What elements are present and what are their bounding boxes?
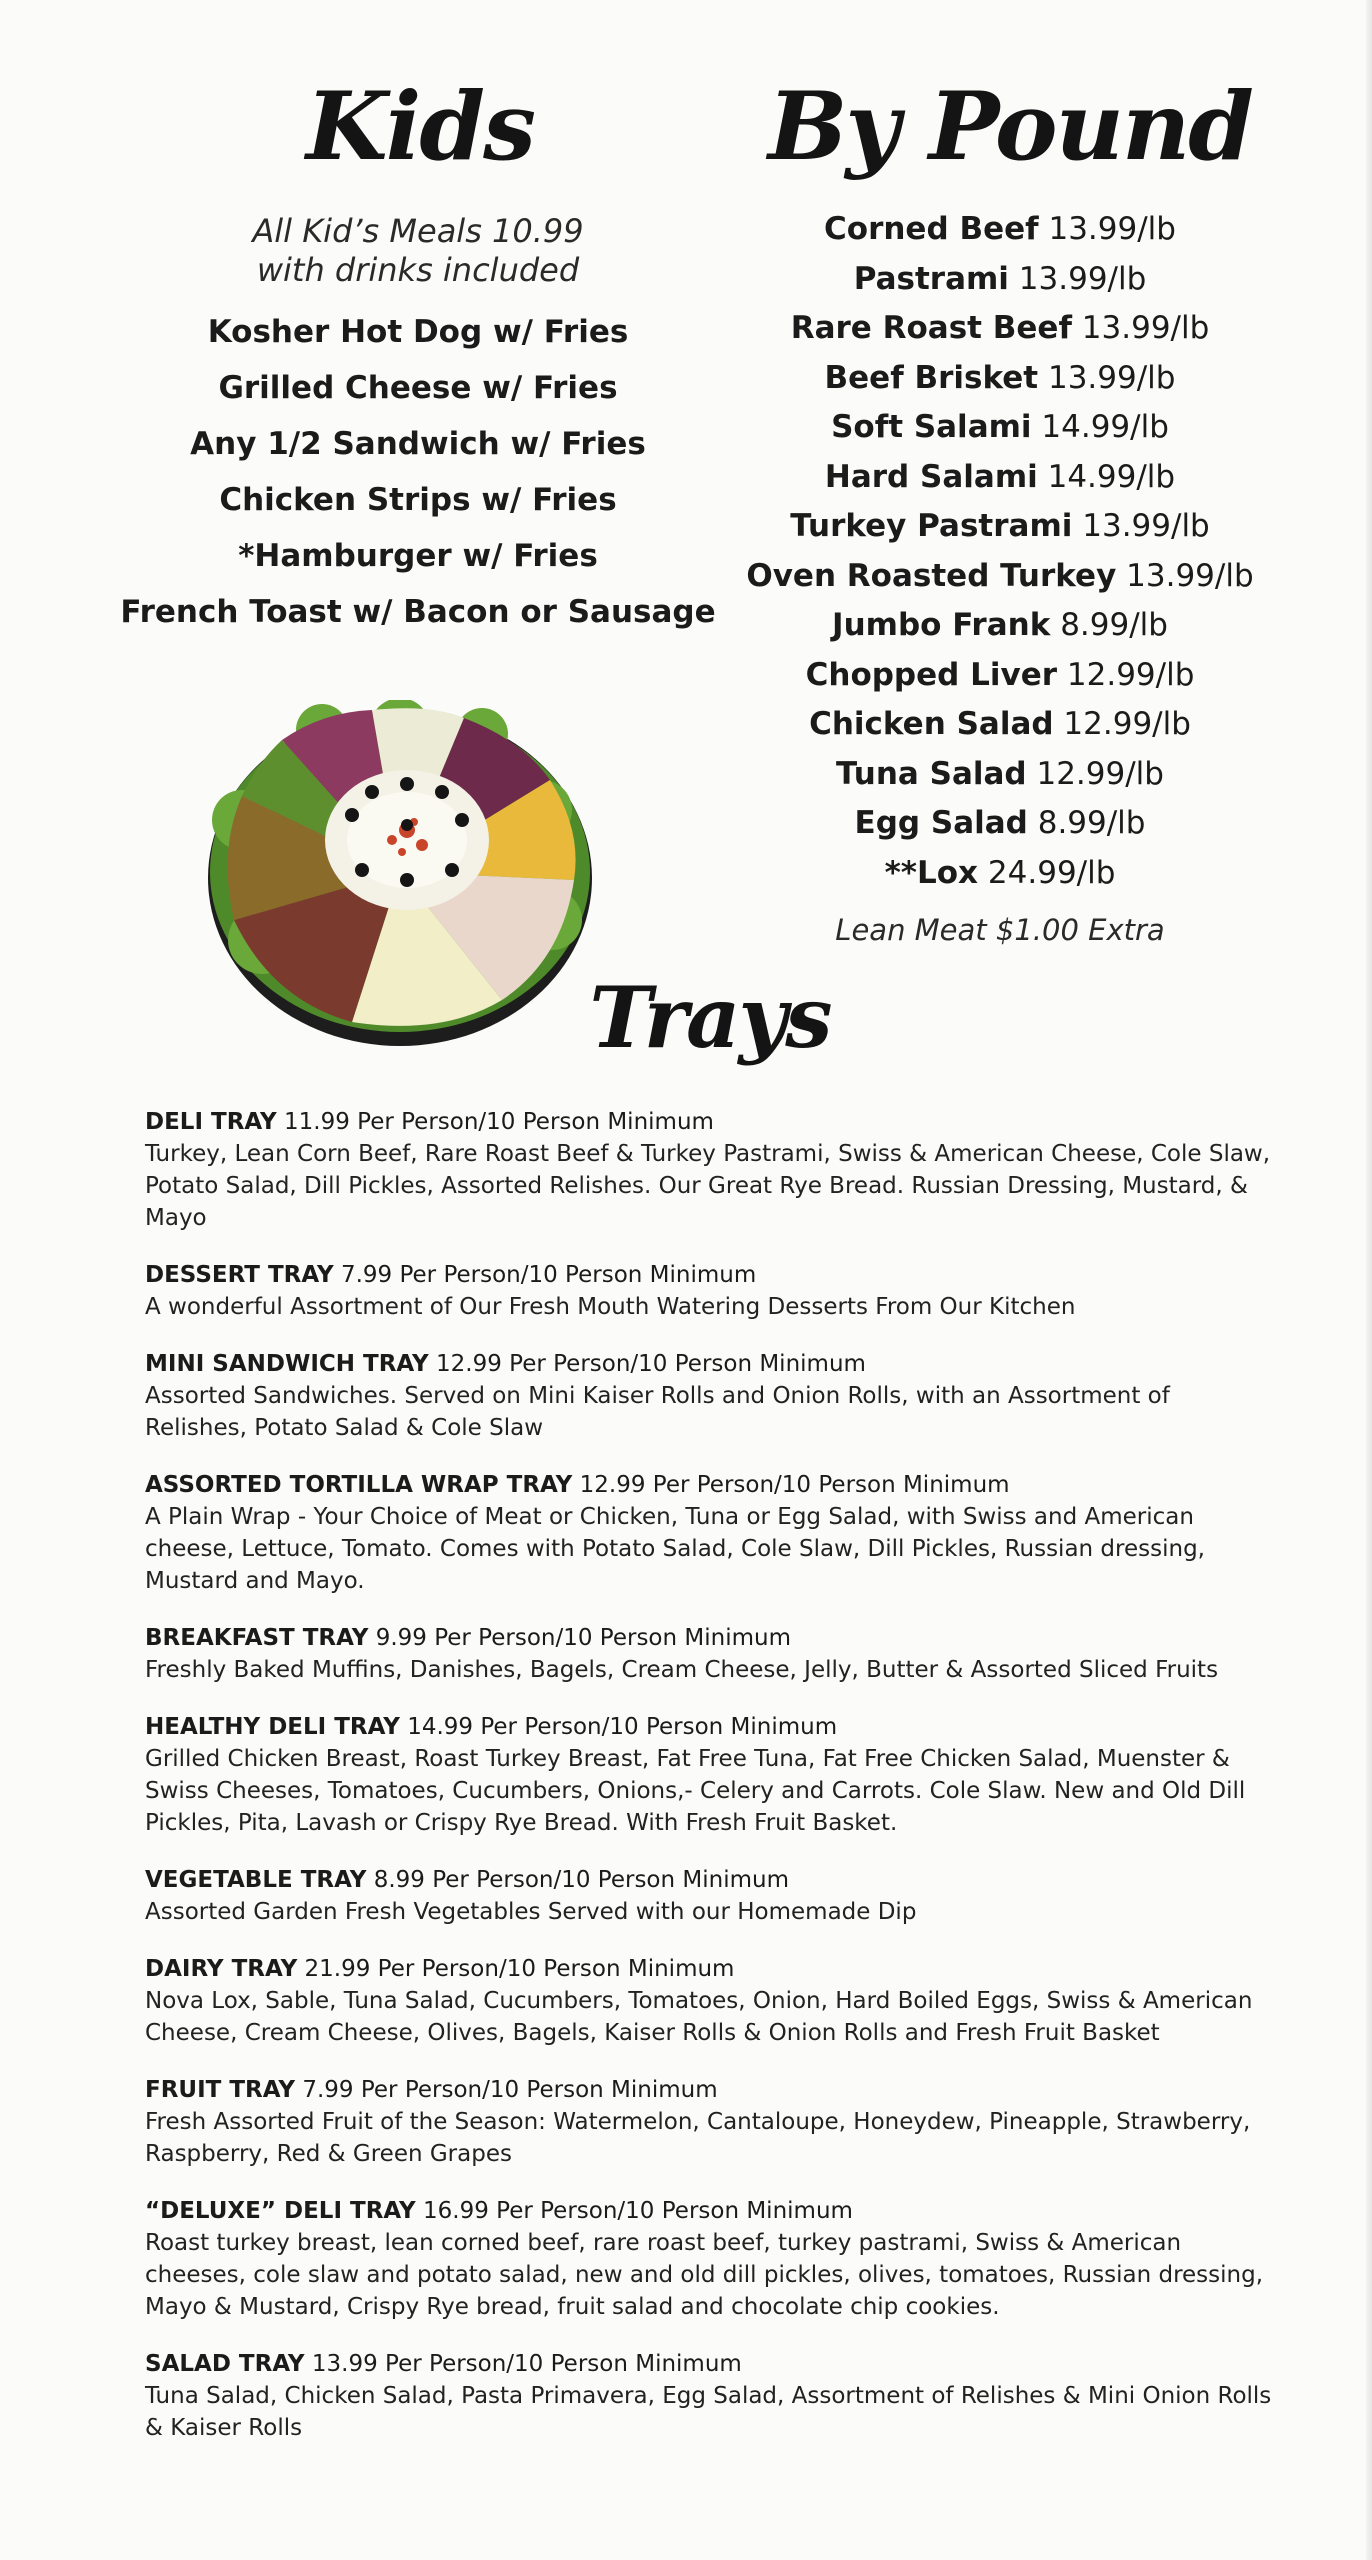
kids-meal-note [118, 212, 718, 290]
pound-item-price: 24.99/lb [987, 854, 1116, 891]
tray-item [145, 2348, 1275, 2444]
kids-note-line-1: All Kid’s Meals 10.99 [252, 212, 584, 250]
trays-list [145, 1106, 1275, 2469]
tray-name: ASSORTED TORTILLA WRAP TRAY [145, 1472, 573, 1498]
pound-item-name: Beef Brisket [824, 359, 1039, 396]
tray-item [145, 1106, 1275, 1234]
tray-heading [145, 1348, 1275, 1380]
tray-heading [145, 1864, 1275, 1896]
pound-item [745, 651, 1255, 701]
kids-item: Chicken Strips w/ Fries [219, 482, 617, 518]
pound-item [745, 205, 1255, 255]
tray-item [145, 2074, 1275, 2170]
tray-price: 16.99 Per Person/10 Person Minimum [423, 2198, 853, 2224]
tray-name: DELI TRAY [145, 1109, 277, 1135]
tray-description: Freshly Baked Muffins, Danishes, Bagels, Cream Cheese, Jelly, Butter & Assorted Sliced Fruits [145, 1657, 1219, 1683]
pound-item [745, 304, 1255, 354]
tray-name: HEALTHY DELI TRAY [145, 1714, 400, 1740]
tray-price: 8.99 Per Person/10 Person Minimum [373, 1867, 789, 1893]
pound-item [745, 354, 1255, 404]
pound-item-price: 14.99/lb [1047, 458, 1176, 495]
tray-item [145, 1348, 1275, 1444]
tray-name: SALAD TRAY [145, 2351, 305, 2377]
tray-name: FRUIT TRAY [145, 2077, 296, 2103]
lean-meat-note: Lean Meat $1.00 Extra [835, 913, 1165, 947]
tray-heading [145, 1259, 1275, 1291]
pound-item-name: Tuna Salad [836, 755, 1027, 792]
pound-item-price: 8.99/lb [1037, 805, 1146, 841]
pound-item-name: Soft Salami [831, 409, 1032, 445]
kids-item: *Hamburger w/ Fries [238, 538, 598, 574]
tray-description: Roast turkey breast, lean corned beef, rare roast beef, turkey pastrami, Swiss & American cheeses, cole slaw and potato salad, new and old dill pickles, olives, tomatoes, Russian dressing, Mayo & Mustard, Crispy Rye bread, fruit salad and chocolate chip cookies. [145, 2230, 1264, 2320]
pound-item-name: Jumbo Frank [832, 607, 1051, 643]
pound-item-name: Hard Salami [824, 458, 1038, 495]
tray-description: Grilled Chicken Breast, Roast Turkey Breast, Fat Free Tuna, Fat Free Chicken Salad, Muenster & Swiss Cheeses, Tomatoes, Cucumbers, Onions,- Celery and Carrots. Cole Slaw. New and Old Dill Pickles, Pita, Lavash or Crispy Rye Bread. With Fresh Fruit Basket. [145, 1746, 1246, 1836]
tray-name: BREAKFAST TRAY [145, 1625, 369, 1651]
tray-heading [145, 2195, 1275, 2227]
tray-price: 12.99 Per Person/10 Person Minimum [579, 1472, 1010, 1498]
pound-item [745, 255, 1255, 305]
tray-heading [145, 1106, 1275, 1138]
tray-name: DAIRY TRAY [145, 1956, 298, 1982]
kids-item: Any 1/2 Sandwich w/ Fries [190, 426, 646, 462]
tray-price: 21.99 Per Person/10 Person Minimum [304, 1956, 735, 1982]
pound-item-name: Turkey Pastrami [790, 508, 1073, 544]
tray-item [145, 2195, 1275, 2323]
tray-item [145, 1469, 1275, 1597]
pound-item-name: **Lox [884, 854, 979, 891]
tray-heading [145, 1953, 1275, 1985]
tray-description: Assorted Garden Fresh Vegetables Served with our Homemade Dip [145, 1899, 917, 1925]
pound-item [745, 453, 1255, 503]
kids-item: Kosher Hot Dog w/ Fries [207, 314, 629, 350]
page-edge-shadow [1366, 0, 1372, 2560]
pound-item-name: Rare Roast Beef [790, 310, 1072, 346]
kids-section-title: Kids [305, 72, 535, 182]
pound-item [745, 750, 1255, 800]
tray-price: 14.99 Per Person/10 Person Minimum [407, 1714, 838, 1740]
tray-description: Tuna Salad, Chicken Salad, Pasta Primavera, Egg Salad, Assortment of Relishes & Mini Onion Rolls & Kaiser Rolls [145, 2383, 1272, 2441]
pound-item-price: 13.99/lb [1082, 508, 1210, 544]
pound-item-name: Chopped Liver [805, 656, 1058, 693]
tray-item [145, 1864, 1275, 1928]
tray-description: Assorted Sandwiches. Served on Mini Kaiser Rolls and Onion Rolls, with an Assortment of Relishes, Potato Salad & Cole Slaw [145, 1383, 1170, 1441]
tray-heading [145, 1622, 1275, 1654]
pound-item-price: 12.99/lb [1036, 755, 1164, 792]
tray-item [145, 1711, 1275, 1839]
tray-heading [145, 1469, 1275, 1501]
pound-item-price: 14.99/lb [1041, 409, 1169, 445]
pound-item-name: Egg Salad [854, 805, 1028, 841]
pound-item-name: Oven Roasted Turkey [746, 557, 1117, 594]
tray-item [145, 1259, 1275, 1323]
pound-item [745, 502, 1255, 552]
tray-description: Fresh Assorted Fruit of the Season: Watermelon, Cantaloupe, Honeydew, Pineapple, Strawberry, Raspberry, Red & Green Grapes [145, 2109, 1251, 2167]
tray-price: 12.99 Per Person/10 Person Minimum [436, 1351, 866, 1377]
pound-item [745, 700, 1255, 750]
tray-description: A wonderful Assortment of Our Fresh Mouth Watering Desserts From Our Kitchen [145, 1294, 1076, 1320]
tray-name: “DELUXE” DELI TRAY [145, 2198, 416, 2224]
tray-price: 7.99 Per Person/10 Person Minimum [340, 1262, 757, 1288]
tray-price: 11.99 Per Person/10 Person Minimum [284, 1109, 714, 1135]
pound-item-name: Pastrami [853, 260, 1009, 297]
tray-heading [145, 1711, 1275, 1743]
tray-name: VEGETABLE TRAY [145, 1867, 367, 1893]
tray-item [145, 1622, 1275, 1686]
kids-item: Grilled Cheese w/ Fries [218, 370, 618, 406]
tray-description: Nova Lox, Sable, Tuna Salad, Cucumbers, Tomatoes, Onion, Hard Boiled Eggs, Swiss & American Cheese, Cream Cheese, Olives, Bagels, Kaiser Rolls & Onion Rolls and Fresh Fruit Basket [145, 1988, 1253, 2046]
pound-item-price: 8.99/lb [1060, 607, 1168, 643]
tray-name: DESSERT TRAY [145, 1262, 334, 1288]
pound-item-price: 13.99/lb [1081, 310, 1210, 346]
by-pound-section-title: By Pound [767, 72, 1253, 182]
tray-price: 13.99 Per Person/10 Person Minimum [311, 2351, 742, 2377]
pound-item [745, 601, 1255, 651]
pound-item-price: 13.99/lb [1047, 359, 1176, 396]
tray-heading [145, 2348, 1275, 2380]
pound-item-price: 12.99/lb [1066, 656, 1195, 693]
pound-item [745, 849, 1255, 899]
kids-menu [118, 212, 718, 640]
pound-item-price: 13.99/lb [1018, 260, 1147, 297]
by-pound-menu [745, 205, 1255, 950]
tray-price: 7.99 Per Person/10 Person Minimum [302, 2077, 718, 2103]
tray-item [145, 1953, 1275, 2049]
tray-price: 9.99 Per Person/10 Person Minimum [375, 1625, 791, 1651]
deli-platter-photo [202, 700, 598, 1048]
kids-note-line-2: with drinks included [256, 251, 580, 289]
pound-item-price: 13.99/lb [1048, 211, 1176, 247]
pound-item [745, 552, 1255, 602]
pound-item-name: Chicken Salad [809, 706, 1054, 742]
tray-name: MINI SANDWICH TRAY [145, 1351, 429, 1377]
pound-item-price: 12.99/lb [1063, 706, 1191, 742]
trays-section-title: Trays [589, 968, 831, 1067]
tray-description: Turkey, Lean Corn Beef, Rare Roast Beef & Turkey Pastrami, Swiss & American Cheese, Cole Slaw, Potato Salad, Dill Pickles, Assorted Relishes. Our Great Rye Bread. Russian Dressing, Mustard, & Mayo [145, 1141, 1271, 1231]
tray-description: A Plain Wrap - Your Choice of Meat or Chicken, Tuna or Egg Salad, with Swiss and American cheese, Lettuce, Tomato. Comes with Potato Salad, Cole Slaw, Dill Pickles, Russian dressing, Mustard and Mayo. [145, 1504, 1205, 1594]
pound-item [745, 799, 1255, 849]
pound-item [745, 403, 1255, 453]
pound-item-name: Corned Beef [824, 211, 1039, 247]
tray-heading [145, 2074, 1275, 2106]
pound-item-price: 13.99/lb [1126, 557, 1254, 594]
kids-item: French Toast w/ Bacon or Sausage [120, 594, 716, 630]
